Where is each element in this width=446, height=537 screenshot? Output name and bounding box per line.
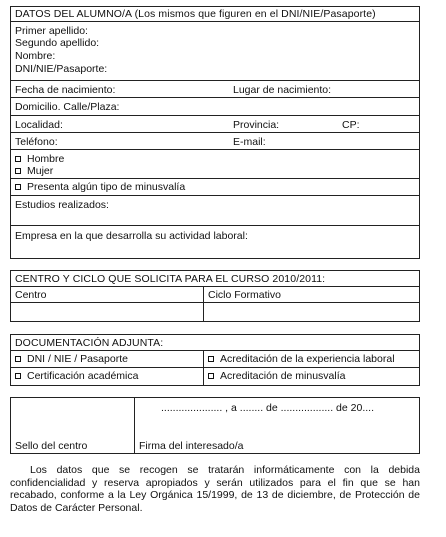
minusvalia-label: Presenta algún tipo de minusvalía: [27, 181, 186, 193]
centro-header-row: [11, 271, 419, 287]
nacimiento-row[interactable]: [11, 81, 419, 98]
mujer-option[interactable]: [15, 165, 53, 177]
telefono-label: Teléfono:: [15, 136, 58, 148]
minusvalia-option[interactable]: [15, 181, 185, 193]
email-label: E-mail:: [233, 136, 266, 148]
privacy-notice-text: Los datos que se recogen se tratarán informáticamente con la debida confidencialidad y reserva apropiados y serán utilizados para el fin que se han recabado, conforme a la Ley Orgánica 15/1999, de 13 de diciembre, de Protección de Datos de Carácter Personal.: [10, 464, 420, 514]
doc-experiencia-checkbox[interactable]: [208, 356, 214, 362]
telefono-row[interactable]: [11, 133, 419, 150]
dni-label: DNI/NIE/Pasaporte:: [15, 63, 108, 75]
mujer-checkbox[interactable]: [15, 168, 21, 174]
estudios-row[interactable]: [11, 196, 419, 226]
doc-dni-checkbox[interactable]: [15, 356, 21, 362]
documentacion-header-row: [11, 335, 419, 351]
centro-section: [10, 270, 420, 322]
nombre-label: Nombre:: [15, 50, 56, 62]
privacy-notice: [10, 464, 420, 514]
localidad-label: Localidad:: [15, 119, 63, 131]
doc-certificacion-checkbox[interactable]: [15, 373, 21, 379]
domicilio-row[interactable]: [11, 98, 419, 116]
empresa-label: Empresa en la que desarrolla su actividad laboral:: [15, 230, 248, 242]
fecha-linea: ..................... , a ........ de .................. de 20....: [161, 402, 374, 414]
doc-dni-label: DNI / NIE / Pasaporte: [27, 353, 128, 365]
firma-interesado-label: Firma del interesado/a: [139, 440, 244, 452]
segundo-apellido-label: Segundo apellido:: [15, 37, 100, 49]
ciclo-label: Ciclo Formativo: [208, 289, 281, 301]
primer-apellido-label: Primer apellido:: [15, 25, 88, 37]
documentacion-row-2: [11, 368, 419, 385]
alumno-header-row: [11, 7, 419, 22]
provincia-label: Provincia:: [233, 119, 280, 131]
centro-labels-row: [11, 287, 419, 303]
hombre-option[interactable]: [15, 153, 64, 165]
doc-certificacion-option[interactable]: [15, 370, 138, 382]
sexo-row: [11, 150, 419, 179]
doc-experiencia-option[interactable]: [208, 353, 395, 365]
doc-minusvalia-label: Acreditación de minusvalía: [220, 370, 346, 382]
localidad-row[interactable]: [11, 116, 419, 133]
mujer-label: Mujer: [27, 165, 54, 177]
centro-label: Centro: [15, 289, 47, 301]
cp-label: CP:: [342, 119, 360, 131]
documentacion-section: [10, 334, 420, 386]
alumno-section: [10, 6, 420, 259]
domicilio-label: Domicilio. Calle/Plaza:: [15, 101, 120, 113]
doc-minusvalia-checkbox[interactable]: [208, 373, 214, 379]
hombre-checkbox[interactable]: [15, 156, 21, 162]
centro-header: CENTRO Y CICLO QUE SOLICITA PARA EL CURSO 2010/2011:: [15, 273, 326, 285]
fecha-nacimiento-label: Fecha de nacimiento:: [15, 84, 116, 96]
identity-block[interactable]: [11, 22, 419, 81]
hombre-label: Hombre: [27, 153, 65, 165]
firma-section: [10, 397, 420, 454]
minusvalia-checkbox[interactable]: [15, 184, 21, 190]
doc-experiencia-label: Acreditación de la experiencia laboral: [220, 353, 395, 365]
doc-certificacion-label: Certificación académica: [27, 370, 139, 382]
centro-values-row[interactable]: [11, 303, 419, 321]
alumno-header: DATOS DEL ALUMNO/A (Los mismos que figuren en el DNI/NIE/Pasaporte): [15, 8, 376, 20]
sello-label: Sello del centro: [15, 440, 88, 452]
lugar-nacimiento-label: Lugar de nacimiento:: [233, 84, 332, 96]
empresa-row[interactable]: [11, 226, 419, 258]
doc-minusvalia-option[interactable]: [208, 370, 345, 382]
estudios-label: Estudios realizados:: [15, 199, 109, 211]
minusvalia-row: [11, 179, 419, 196]
documentacion-header: DOCUMENTACIÓN ADJUNTA:: [15, 337, 164, 349]
documentacion-row-1: [11, 351, 419, 368]
doc-dni-option[interactable]: [15, 353, 128, 365]
